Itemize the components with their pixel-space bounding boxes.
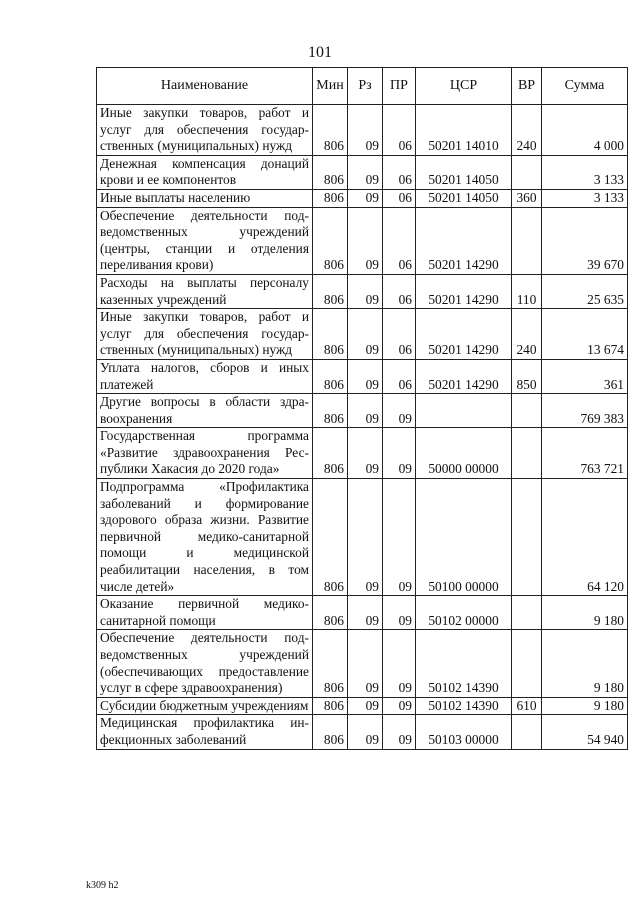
row-min: 806: [313, 309, 348, 360]
header-rz: Рз: [348, 68, 383, 105]
row-rz: 09: [348, 715, 383, 749]
row-csr: 50102 00000: [416, 596, 512, 630]
row-name: Обеспечение деятельности подведомственных учреждений (центры, станции и отделения переливания крови): [97, 207, 313, 274]
row-sum: 13 674: [542, 309, 628, 360]
table-row: [97, 155, 628, 189]
row-csr: 50201 14290: [416, 274, 512, 308]
table-row: [97, 428, 628, 479]
table-row: [97, 207, 628, 274]
row-csr: 50201 14290: [416, 309, 512, 360]
row-rz: 09: [348, 105, 383, 156]
row-name: Обеспечение деятельности подведомственных учреждений (обеспечивающих предоставление услуг в сфере здравоохранения): [97, 630, 313, 697]
row-sum: 769 383: [542, 394, 628, 428]
row-pr: 09: [383, 428, 416, 479]
row-name: Иные закупки товаров, работ и услуг для обеспечения государственных (муниципальных) нужд: [97, 105, 313, 156]
row-min: 806: [313, 274, 348, 308]
row-pr: 06: [383, 274, 416, 308]
row-vr: [512, 596, 542, 630]
row-vr: [512, 479, 542, 596]
row-name: Другие вопросы в области здравоохранения: [97, 394, 313, 428]
row-min: 806: [313, 394, 348, 428]
table-row: [97, 309, 628, 360]
row-pr: 06: [383, 309, 416, 360]
row-pr: 09: [383, 479, 416, 596]
header-pr: ПР: [383, 68, 416, 105]
header-sum: Сумма: [542, 68, 628, 105]
row-name: Государственная программа «Развитие здравоохранения Республики Хакасия до 2020 года»: [97, 428, 313, 479]
row-vr: 850: [512, 359, 542, 393]
row-min: 806: [313, 105, 348, 156]
row-rz: 09: [348, 189, 383, 207]
row-vr: [512, 394, 542, 428]
row-rz: 09: [348, 630, 383, 697]
header-vr: ВР: [512, 68, 542, 105]
row-rz: 09: [348, 274, 383, 308]
row-vr: [512, 207, 542, 274]
row-pr: 09: [383, 394, 416, 428]
row-pr: 09: [383, 596, 416, 630]
row-name: Иные закупки товаров, работ и услуг для обеспечения государственных (муниципальных) нужд: [97, 309, 313, 360]
table-row: [97, 596, 628, 630]
row-csr: [416, 394, 512, 428]
row-sum: 39 670: [542, 207, 628, 274]
row-min: 806: [313, 428, 348, 479]
row-name: Субсидии бюджетным учреждениям: [97, 697, 313, 715]
row-vr: [512, 630, 542, 697]
header-name: Наименование: [97, 68, 313, 105]
row-rz: 09: [348, 309, 383, 360]
row-name: Иные выплаты населению: [97, 189, 313, 207]
row-min: 806: [313, 479, 348, 596]
page-number: 101: [308, 44, 332, 61]
table-row: [97, 274, 628, 308]
row-pr: 06: [383, 189, 416, 207]
row-min: 806: [313, 697, 348, 715]
row-pr: 09: [383, 715, 416, 749]
row-vr: 240: [512, 309, 542, 360]
row-csr: 50201 14290: [416, 207, 512, 274]
row-csr: 50201 14050: [416, 189, 512, 207]
table-row: [97, 359, 628, 393]
row-name: Оказание первичной медико-санитарной помощи: [97, 596, 313, 630]
row-sum: 64 120: [542, 479, 628, 596]
table-row: [97, 630, 628, 697]
row-min: 806: [313, 155, 348, 189]
row-sum: 9 180: [542, 596, 628, 630]
row-vr: 360: [512, 189, 542, 207]
row-csr: 50100 00000: [416, 479, 512, 596]
row-vr: [512, 715, 542, 749]
footer-code: k309 h2: [86, 880, 119, 891]
row-pr: 06: [383, 207, 416, 274]
row-name: Денежная компенсация донаций крови и ее компонентов: [97, 155, 313, 189]
row-sum: 9 180: [542, 697, 628, 715]
row-min: 806: [313, 596, 348, 630]
row-min: 806: [313, 359, 348, 393]
row-csr: 50201 14290: [416, 359, 512, 393]
row-csr: 50201 14010: [416, 105, 512, 156]
row-csr: 50201 14050: [416, 155, 512, 189]
row-vr: [512, 155, 542, 189]
row-csr: 50103 00000: [416, 715, 512, 749]
row-sum: 3 133: [542, 155, 628, 189]
row-pr: 09: [383, 630, 416, 697]
row-vr: 240: [512, 105, 542, 156]
row-vr: 610: [512, 697, 542, 715]
row-sum: 4 000: [542, 105, 628, 156]
row-csr: 50102 14390: [416, 630, 512, 697]
row-rz: 09: [348, 155, 383, 189]
row-name: Уплата налогов, сборов и иных платежей: [97, 359, 313, 393]
table-row: [97, 394, 628, 428]
row-rz: 09: [348, 479, 383, 596]
row-vr: 110: [512, 274, 542, 308]
row-min: 806: [313, 207, 348, 274]
row-sum: 763 721: [542, 428, 628, 479]
row-pr: 09: [383, 697, 416, 715]
row-sum: 9 180: [542, 630, 628, 697]
table-row: [97, 189, 628, 207]
table-row: [97, 105, 628, 156]
row-pr: 06: [383, 155, 416, 189]
row-csr: 50000 00000: [416, 428, 512, 479]
row-rz: 09: [348, 359, 383, 393]
row-name: Медицинская профилактика инфекционных заболеваний: [97, 715, 313, 749]
table-header-row: [97, 68, 628, 105]
budget-table: [96, 67, 628, 750]
row-rz: 09: [348, 394, 383, 428]
row-name: Расходы на выплаты персоналу казенных учреждений: [97, 274, 313, 308]
row-vr: [512, 428, 542, 479]
row-rz: 09: [348, 207, 383, 274]
header-min: Мин: [313, 68, 348, 105]
row-rz: 09: [348, 697, 383, 715]
table-row: [97, 715, 628, 749]
row-name: Подпрограмма «Профилактика заболеваний и формирование здорового образа жизни. Развитие первичной медико-санитарной помощи и медицинской реабилитации населения, в том числе детей»: [97, 479, 313, 596]
row-sum: 25 635: [542, 274, 628, 308]
row-csr: 50102 14390: [416, 697, 512, 715]
row-min: 806: [313, 630, 348, 697]
row-min: 806: [313, 715, 348, 749]
header-csr: ЦСР: [416, 68, 512, 105]
row-sum: 3 133: [542, 189, 628, 207]
row-sum: 54 940: [542, 715, 628, 749]
row-pr: 06: [383, 105, 416, 156]
table-row: [97, 697, 628, 715]
row-sum: 361: [542, 359, 628, 393]
row-rz: 09: [348, 596, 383, 630]
row-pr: 06: [383, 359, 416, 393]
row-rz: 09: [348, 428, 383, 479]
row-min: 806: [313, 189, 348, 207]
table-row: [97, 479, 628, 596]
